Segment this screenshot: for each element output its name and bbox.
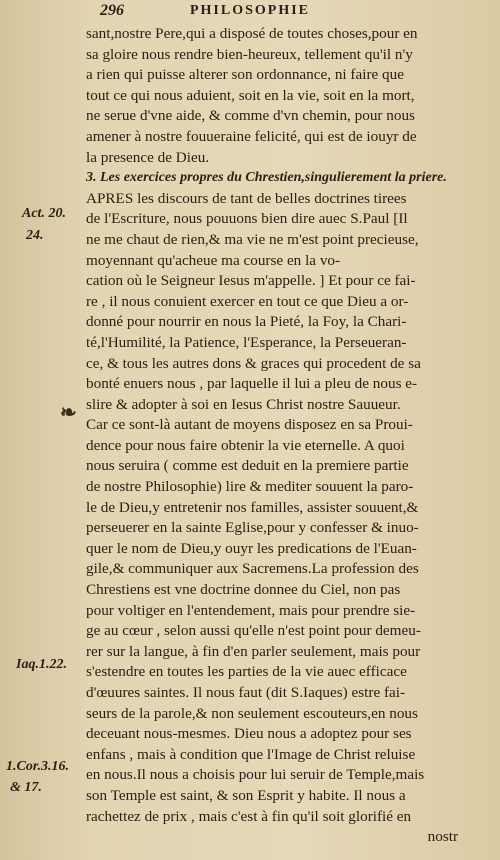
text-line: sa gloire nous rendre bien-heureux, tellement qu'il n'y — [86, 45, 413, 63]
text-line: donné pour nourrir en nous la Pieté, la Foy, la Chari- — [86, 313, 407, 331]
body-text — [86, 24, 488, 848]
running-title: PHILOSOPHIE — [189, 3, 311, 18]
text-line: Car ce sont-là autant de moyens disposez en sa Proui- — [86, 416, 413, 434]
margin-note-james: Iaq.1.22. — [16, 657, 67, 672]
text-line: rachettez de prix , mais c'est à fin qu'il soit glorifié en — [86, 807, 412, 825]
text-line: ne me chaut de rien,& ma vie ne m'est point precieuse, — [86, 230, 419, 248]
text-line: cation où le Seigneur Iesus m'appelle. ] Et pour ce fai- — [86, 272, 416, 290]
margin-note-acts-2: 24. — [26, 228, 44, 243]
text-line: la presence de Dieu. — [86, 148, 210, 166]
text-line: tout ce qui nous aduient, soit en la vie, soit en la mort, — [86, 86, 415, 104]
margin-note-cor-2: & 17. — [10, 780, 42, 795]
text-line: enfans , mais à condition que l'Image de Christ reluise — [86, 745, 416, 763]
text-line: en nous.Il nous a choisis pour lui seruir de Temple,mais — [86, 766, 425, 784]
text-line: gile,& communiquer aux Sacremens.La profession des — [86, 560, 419, 578]
text-line: ge au cœur , selon aussi qu'elle n'est point pour demeu- — [86, 622, 421, 640]
text-line: deceuant nous-mesmes. Dieu nous a adoptez pour ses — [86, 725, 412, 743]
text-line: son Temple est saint, & son Esprit y habite. Il nous a — [86, 786, 406, 804]
text-line: rer sur la langue, à fin d'en parler seulement, mais pour — [86, 642, 421, 660]
text-line: a rien qui puisse alterer son ordonnance, ni faire que — [86, 66, 404, 84]
text-line: quer le nom de Dieu,y ouyr les predications de l'Euan- — [86, 539, 417, 557]
left-margin — [0, 0, 80, 860]
manicule-mark-icon: ❧ — [60, 402, 77, 424]
text-line: amener à nostre fouueraine felicité, qui est de iouyr de — [86, 127, 417, 145]
text-line: dence pour nous faire obtenir la vie eternelle. A quoi — [86, 436, 405, 454]
text-line: de l'Escriture, nous pouuons bien dire auec S.Paul [Il — [86, 210, 408, 228]
text-line: seurs de la parole,& non seulement escouteurs,en nous — [86, 704, 418, 722]
page-number: 296 — [100, 2, 124, 19]
text-line: moyennant qu'acheue ma course en la vo- — [86, 251, 341, 269]
text-line: slire & adopter à soi en Iesus Christ nostre Sauueur. — [86, 395, 401, 413]
text-line: nous seruira ( comme est deduit en la premiere partie — [86, 457, 409, 475]
text-line: s'estendre en toutes les parties de la vie auec efficace — [86, 663, 407, 681]
text-line: ne serue d'vne aide, & comme d'vn chemin, pour nous — [86, 107, 415, 125]
margin-note-cor-1: 1.Cor.3.16. — [6, 759, 70, 774]
text-line: pour voltiger en l'entendement, mais pour prendre sie- — [86, 601, 416, 619]
margin-note-acts-1: Act. 20. — [22, 206, 66, 221]
text-line: bonté enuers nous , par laquelle il lui a pleu de nous e- — [86, 375, 418, 393]
text-line: sant,nostre Pere,qui a disposé de toutes choses,pour en — [86, 25, 418, 42]
text-line: de nostre Philosophie) lire & mediter souuent la paro- — [86, 478, 414, 496]
text-line: d'œuures saintes. Il nous faut (dit S.Iaques) estre fai- — [86, 684, 406, 701]
text-line: re , il nous conuient exercer en tout ce que Dieu a or- — [86, 292, 409, 310]
text-line: Chrestiens est vne doctrine donnee du Ciel, non pas — [86, 581, 401, 599]
text-line: ce, & tous les autres dons & graces qui procedent de sa — [86, 354, 421, 372]
section-heading: 3. Les exercices propres du Chrestien,singulierement la priere. — [86, 170, 447, 186]
text-line: té,l'Humilité, la Patience, l'Esperance, la Perseueran- — [86, 333, 407, 351]
text-line: APRES les discours de tant de belles doctrines tirees — [86, 189, 407, 207]
text-line: perseuerer en la sainte Eglise,pour y confesser & inuo- — [86, 519, 419, 537]
text-line: le de Dieu,y entretenir nos familles, assister souuent,& — [86, 498, 419, 516]
catchword: nostr — [427, 828, 458, 846]
